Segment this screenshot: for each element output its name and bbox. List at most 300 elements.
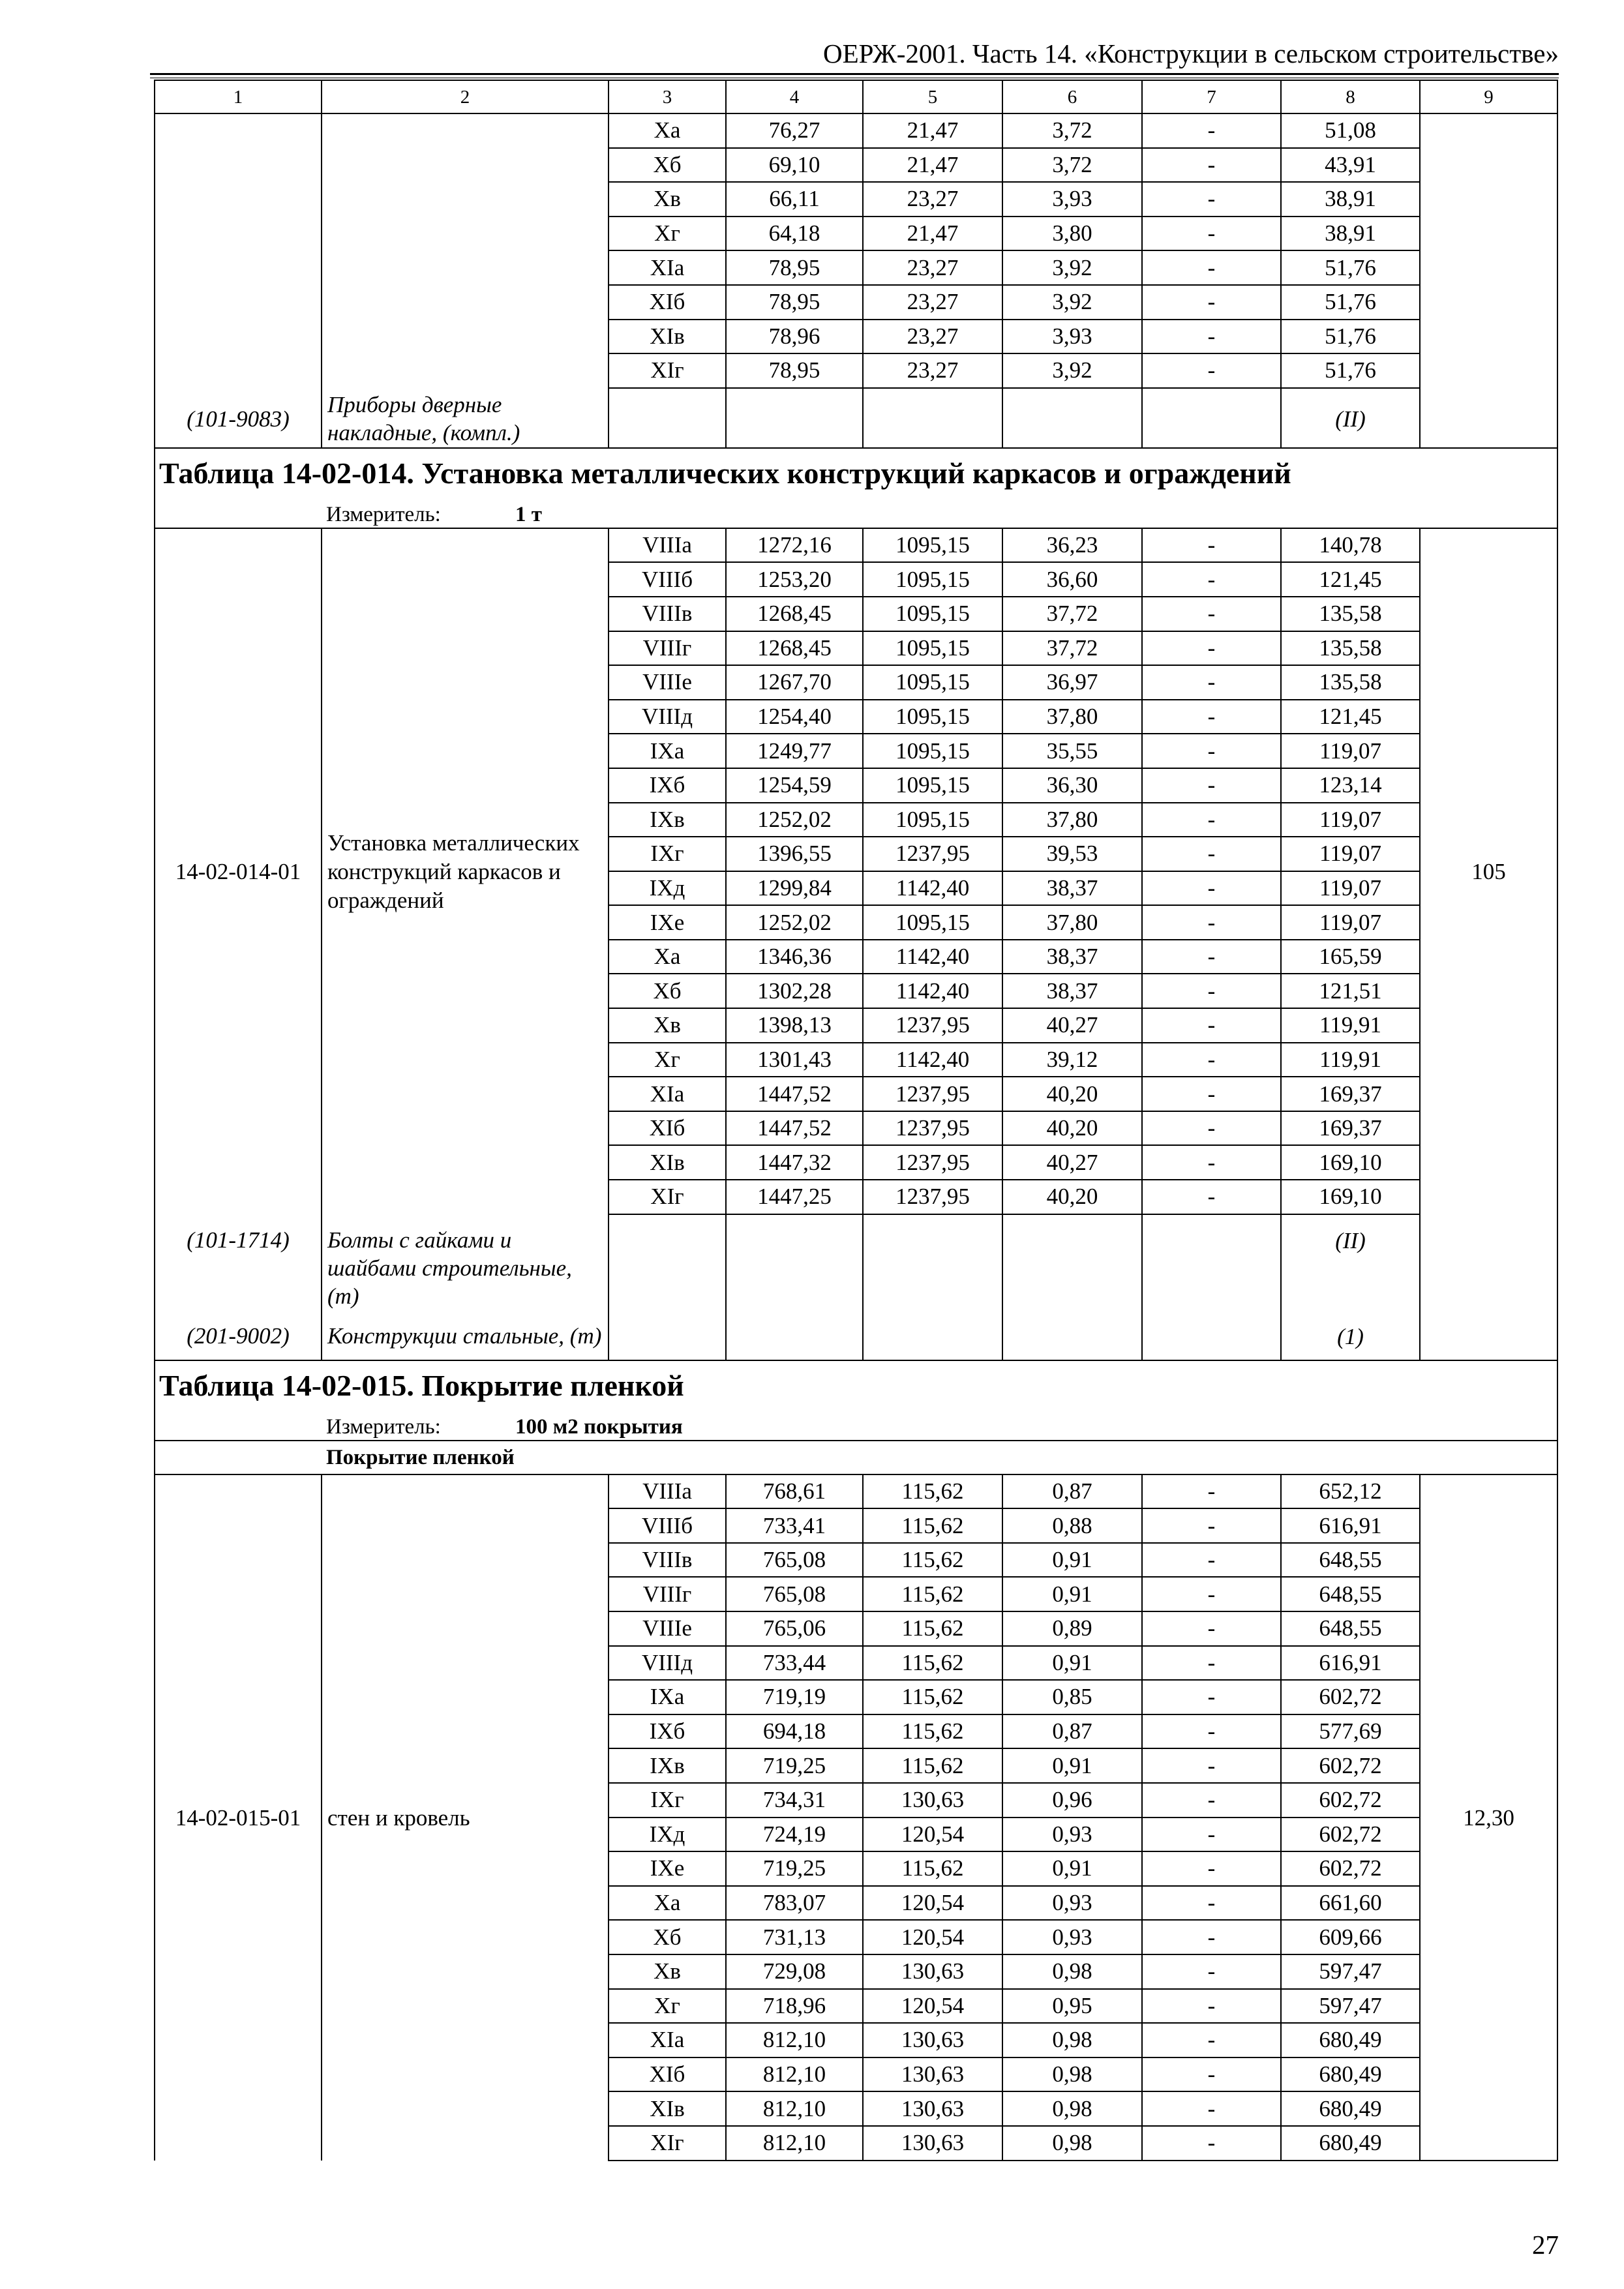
value-cell: 121,45 [1281, 700, 1420, 734]
value-cell: 120,54 [863, 1989, 1002, 2024]
column-number: 8 [1281, 80, 1420, 113]
value-cell: 783,07 [726, 1886, 863, 1921]
zone-cell: Xб [609, 974, 726, 1008]
value-cell: 64,18 [726, 217, 863, 251]
value-cell: 812,10 [726, 2126, 863, 2161]
value-cell: 78,96 [726, 320, 863, 354]
value-cell: 115,62 [863, 1508, 1002, 1543]
value-cell: 1142,40 [863, 974, 1002, 1008]
zone-cell: XIг [609, 1180, 726, 1214]
value-cell: 602,72 [1281, 1783, 1420, 1818]
value-cell: 1252,02 [726, 803, 863, 837]
zone-cell: IXв [609, 1748, 726, 1783]
value-cell: 130,63 [863, 1783, 1002, 1818]
value-cell: 1299,84 [726, 871, 863, 906]
value-cell: 0,93 [1002, 1818, 1142, 1852]
norm-code: 14-02-015-01 [155, 1474, 322, 2161]
meter-cell [155, 1413, 1557, 1441]
value-cell: - [1142, 1043, 1281, 1077]
value-cell: 130,63 [863, 2023, 1002, 2057]
resource-name: Болты с гайками и шайбами строительные, (т) [327, 1227, 572, 1309]
value-cell: 135,58 [1281, 631, 1420, 666]
value-cell: 165,59 [1281, 940, 1420, 974]
value-cell: - [1142, 1748, 1281, 1783]
zone-cell: Xa [609, 940, 726, 974]
empty-cell [863, 1214, 1002, 1360]
value-cell: 51,76 [1281, 320, 1420, 354]
value-cell: 661,60 [1281, 1886, 1420, 1921]
value-cell: - [1142, 562, 1281, 597]
value-cell: 66,11 [726, 182, 863, 217]
value-cell: - [1142, 250, 1281, 285]
value-cell: 51,76 [1281, 353, 1420, 388]
value-cell: 130,63 [863, 2091, 1002, 2126]
value-cell: 719,25 [726, 1851, 863, 1886]
value-cell: - [1142, 1111, 1281, 1146]
value-cell: 1095,15 [863, 768, 1002, 803]
value-cell: 119,07 [1281, 734, 1420, 768]
value-cell: 38,37 [1002, 974, 1142, 1008]
value-cell: 115,62 [863, 1474, 1002, 1509]
column-number: 6 [1002, 80, 1142, 113]
value-cell: - [1142, 1508, 1281, 1543]
zone-cell: XIв [609, 1145, 726, 1180]
value-cell: 37,80 [1002, 803, 1142, 837]
value-cell: 1237,95 [863, 1180, 1002, 1214]
value-cell: - [1142, 803, 1281, 837]
value-cell: - [1142, 837, 1281, 871]
value-cell: 812,10 [726, 2091, 863, 2126]
value-cell: 0,93 [1002, 1920, 1142, 1954]
value-cell: 0,91 [1002, 1646, 1142, 1681]
zone-cell: Xв [609, 1954, 726, 1989]
zone-cell: VIIIб [609, 1508, 726, 1543]
value-cell: 130,63 [863, 2057, 1002, 2092]
zone-cell: VIIIд [609, 1646, 726, 1681]
value-cell: 1095,15 [863, 700, 1002, 734]
value-cell: 0,89 [1002, 1611, 1142, 1646]
value-cell: 765,08 [726, 1543, 863, 1578]
value-cell: 115,62 [863, 1680, 1002, 1714]
resource-names [322, 1214, 609, 1360]
value-cell: 169,37 [1281, 1077, 1420, 1111]
value-cell: 680,49 [1281, 2091, 1420, 2126]
value-cell: - [1142, 2126, 1281, 2161]
value-cell: 1237,95 [863, 1145, 1002, 1180]
value-cell: 119,07 [1281, 837, 1420, 871]
value-cell: - [1142, 871, 1281, 906]
zone-cell: IXг [609, 1783, 726, 1818]
zone-cell: Xг [609, 1989, 726, 2024]
zone-cell: IXб [609, 1714, 726, 1749]
zone-cell: XIв [609, 2091, 726, 2126]
resource-marks [1281, 1214, 1420, 1360]
value-cell: 1268,45 [726, 597, 863, 631]
value-cell: 119,91 [1281, 1008, 1420, 1043]
resource-code: (101-1714) [187, 1227, 290, 1253]
value-cell: 609,66 [1281, 1920, 1420, 1954]
value-cell: - [1142, 182, 1281, 217]
value-cell: 1142,40 [863, 871, 1002, 906]
value-cell: - [1142, 974, 1281, 1008]
empty-cell [1142, 388, 1281, 448]
value-cell: 718,96 [726, 1989, 863, 2024]
zone-cell: IXe [609, 905, 726, 940]
value-cell: 0,87 [1002, 1474, 1142, 1509]
value-cell: 724,19 [726, 1818, 863, 1852]
column-number-row [155, 80, 1557, 113]
zone-cell: XIб [609, 1111, 726, 1146]
resource-names [322, 388, 609, 448]
value-cell: 0,98 [1002, 2126, 1142, 2161]
resource-mark: (II) [1335, 1227, 1366, 1253]
value-cell: 40,20 [1002, 1180, 1142, 1214]
value-cell: 0,95 [1002, 1989, 1142, 2024]
resource-spacer [160, 1254, 316, 1310]
value-cell: - [1142, 113, 1281, 148]
value-cell: 1095,15 [863, 734, 1002, 768]
value-cell: - [1142, 1077, 1281, 1111]
zone-cell: XIг [609, 353, 726, 388]
value-cell: - [1142, 1145, 1281, 1180]
value-cell: - [1142, 1989, 1281, 2024]
table-title-row [155, 1360, 1557, 1413]
value-cell: 719,25 [726, 1748, 863, 1783]
value-cell: 719,19 [726, 1680, 863, 1714]
value-cell: 121,45 [1281, 562, 1420, 597]
value-cell: 0,85 [1002, 1680, 1142, 1714]
value-cell: 1095,15 [863, 562, 1002, 597]
value-cell: 40,20 [1002, 1111, 1142, 1146]
table-row [155, 528, 1557, 563]
value-cell: 768,61 [726, 1474, 863, 1509]
value-cell: 0,96 [1002, 1783, 1142, 1818]
resource-codes [155, 388, 322, 448]
zone-cell: IXa [609, 1680, 726, 1714]
value-cell: 115,62 [863, 1851, 1002, 1886]
table-title-cell [155, 448, 1557, 501]
value-cell: 1272,16 [726, 528, 863, 563]
value-cell: - [1142, 1646, 1281, 1681]
value-cell: 765,06 [726, 1611, 863, 1646]
value-cell: 1447,52 [726, 1111, 863, 1146]
value-cell: - [1142, 940, 1281, 974]
value-cell: 115,62 [863, 1748, 1002, 1783]
resource-name: Конструкции стальные, (т) [327, 1323, 602, 1349]
zone-cell: Xг [609, 217, 726, 251]
value-cell: 40,27 [1002, 1145, 1142, 1180]
value-cell: 43,91 [1281, 148, 1420, 183]
value-cell: 1254,40 [726, 700, 863, 734]
value-cell: 119,07 [1281, 905, 1420, 940]
value-cell: - [1142, 905, 1281, 940]
value-cell: 616,91 [1281, 1646, 1420, 1681]
zone-cell: VIIIг [609, 631, 726, 666]
value-cell: - [1142, 2057, 1281, 2092]
value-cell: 21,47 [863, 217, 1002, 251]
value-cell: 1237,95 [863, 837, 1002, 871]
value-cell: 23,27 [863, 182, 1002, 217]
value-cell: 36,97 [1002, 665, 1142, 700]
column-number: 7 [1142, 80, 1281, 113]
value-cell: 1095,15 [863, 905, 1002, 940]
value-cell: 602,72 [1281, 1818, 1420, 1852]
zone-cell: VIIIa [609, 528, 726, 563]
zone-cell: IXд [609, 1818, 726, 1852]
zone-cell: VIIIe [609, 665, 726, 700]
value-cell: 119,07 [1281, 871, 1420, 906]
zone-cell: IXг [609, 837, 726, 871]
zone-cell: IXe [609, 1851, 726, 1886]
value-cell: 135,58 [1281, 665, 1420, 700]
zone-cell: VIIIв [609, 1543, 726, 1578]
value-cell: 130,63 [863, 2126, 1002, 2161]
zone-cell: Xв [609, 182, 726, 217]
value-cell: 38,37 [1002, 871, 1142, 906]
resource-mark: (1) [1337, 1323, 1364, 1349]
value-cell: 78,95 [726, 285, 863, 320]
value-cell: 39,12 [1002, 1043, 1142, 1077]
value-cell: - [1142, 1886, 1281, 1921]
value-cell: 35,55 [1002, 734, 1142, 768]
value-cell: 812,10 [726, 2057, 863, 2092]
norms-table-body [155, 80, 1557, 2161]
value-cell: - [1142, 1818, 1281, 1852]
zone-cell: XIв [609, 320, 726, 354]
value-cell: 3,72 [1002, 113, 1142, 148]
value-cell: 0,87 [1002, 1714, 1142, 1749]
value-cell: 78,95 [726, 250, 863, 285]
value-cell: 115,62 [863, 1646, 1002, 1681]
value-cell: 3,93 [1002, 320, 1142, 354]
value-cell: 115,62 [863, 1543, 1002, 1578]
value-cell: 652,12 [1281, 1474, 1420, 1509]
value-cell: - [1142, 2023, 1281, 2057]
value-cell: - [1142, 2091, 1281, 2126]
value-cell: 3,93 [1002, 182, 1142, 217]
value-cell: - [1142, 1474, 1281, 1509]
value-cell: 0,91 [1002, 1851, 1142, 1886]
zone-cell: Xв [609, 1008, 726, 1043]
value-cell: 1252,02 [726, 905, 863, 940]
zone-cell: VIIIa [609, 1474, 726, 1509]
value-cell: 1447,32 [726, 1145, 863, 1180]
value-cell: 115,62 [863, 1714, 1002, 1749]
column-number: 1 [155, 80, 322, 113]
value-cell: 119,91 [1281, 1043, 1420, 1077]
empty-cell [1002, 388, 1142, 448]
resource-codes [155, 1214, 322, 1360]
value-cell: 37,80 [1002, 700, 1142, 734]
value-cell: 38,37 [1002, 940, 1142, 974]
value-cell: 602,72 [1281, 1748, 1420, 1783]
running-header: ОЕРЖ-2001. Часть 14. «Конструкции в сельском строительстве» [822, 38, 1559, 68]
value-cell: - [1142, 631, 1281, 666]
value-cell: - [1142, 665, 1281, 700]
value-cell: 69,10 [726, 148, 863, 183]
value-cell: 1095,15 [863, 803, 1002, 837]
value-cell: 597,47 [1281, 1989, 1420, 2024]
value-cell: 812,10 [726, 2023, 863, 2057]
subheading: Покрытие пленкой [155, 1441, 1557, 1474]
value-cell: 140,78 [1281, 528, 1420, 563]
zone-cell: IXв [609, 803, 726, 837]
column-number: 4 [726, 80, 863, 113]
value-cell: 51,76 [1281, 250, 1420, 285]
value-cell: 51,76 [1281, 285, 1420, 320]
value-cell: 1095,15 [863, 528, 1002, 563]
zone-cell: XIб [609, 2057, 726, 2092]
meter-cell [155, 501, 1557, 528]
value-cell: - [1142, 1180, 1281, 1214]
value-cell: - [1142, 320, 1281, 354]
table-row [155, 1474, 1557, 1509]
value-cell: 0,98 [1002, 1954, 1142, 1989]
value-cell: 3,92 [1002, 250, 1142, 285]
header-rule [150, 73, 1559, 78]
page-number: 27 [1532, 2230, 1559, 2260]
value-cell: 602,72 [1281, 1851, 1420, 1886]
value-cell: 1237,95 [863, 1008, 1002, 1043]
value-cell: 1396,55 [726, 837, 863, 871]
meter-value: 100 м2 покрытия [515, 1414, 683, 1439]
value-cell: - [1142, 1577, 1281, 1611]
value-cell: 169,10 [1281, 1180, 1420, 1214]
value-cell: 1142,40 [863, 940, 1002, 974]
value-cell: 3,72 [1002, 148, 1142, 183]
norm-name: Установка металлических конструкций каркасов и ограждений [322, 528, 609, 1214]
value-cell: 1142,40 [863, 1043, 1002, 1077]
value-cell: 3,92 [1002, 285, 1142, 320]
value-cell: - [1142, 148, 1281, 183]
value-cell: 38,91 [1281, 217, 1420, 251]
zone-cell: VIIIд [609, 700, 726, 734]
meter-row [155, 501, 1557, 528]
value-cell: 0,91 [1002, 1748, 1142, 1783]
empty-cell [155, 113, 322, 388]
value-cell: - [1142, 1783, 1281, 1818]
value-cell: 21,47 [863, 148, 1002, 183]
value-cell: 169,37 [1281, 1111, 1420, 1146]
empty-cell [863, 388, 1002, 448]
table-title: Таблица 14-02-015. Покрытие пленкой [159, 1368, 684, 1402]
resource-name: Приборы дверные накладные, (компл.) [327, 392, 520, 446]
table-row [155, 113, 1557, 148]
value-cell: - [1142, 1680, 1281, 1714]
zone-cell: Xб [609, 148, 726, 183]
value-cell: 648,55 [1281, 1543, 1420, 1578]
value-cell: 40,20 [1002, 1077, 1142, 1111]
col9-value: 105 [1420, 528, 1557, 1214]
value-cell: 1346,36 [726, 940, 863, 974]
value-cell: 1095,15 [863, 631, 1002, 666]
empty-cell [1002, 1214, 1142, 1360]
value-cell: 680,49 [1281, 2023, 1420, 2057]
zone-cell: VIIIe [609, 1611, 726, 1646]
zone-cell: XIa [609, 2023, 726, 2057]
zone-cell: Xг [609, 1043, 726, 1077]
value-cell: 0,91 [1002, 1577, 1142, 1611]
zone-cell: XIг [609, 2126, 726, 2161]
value-cell: - [1142, 597, 1281, 631]
empty-cell [1420, 113, 1557, 388]
column-number: 2 [322, 80, 609, 113]
value-cell: 1398,13 [726, 1008, 863, 1043]
value-cell: - [1142, 1851, 1281, 1886]
value-cell: 729,08 [726, 1954, 863, 1989]
value-cell: 1447,25 [726, 1180, 863, 1214]
value-cell: 602,72 [1281, 1680, 1420, 1714]
zone-cell: VIIIв [609, 597, 726, 631]
value-cell: 1249,77 [726, 734, 863, 768]
value-cell: - [1142, 1920, 1281, 1954]
zone-cell: Xб [609, 1920, 726, 1954]
zone-cell: IXб [609, 768, 726, 803]
meter-row [155, 1413, 1557, 1441]
value-cell: 0,88 [1002, 1508, 1142, 1543]
value-cell: 0,98 [1002, 2057, 1142, 2092]
value-cell: 120,54 [863, 1818, 1002, 1852]
value-cell: 648,55 [1281, 1611, 1420, 1646]
value-cell: 123,14 [1281, 768, 1420, 803]
empty-cell [609, 388, 726, 448]
resource-code: (201-9002) [187, 1323, 290, 1349]
value-cell: 3,80 [1002, 217, 1142, 251]
value-cell: 0,93 [1002, 1886, 1142, 1921]
value-cell: 1268,45 [726, 631, 863, 666]
value-cell: 765,08 [726, 1577, 863, 1611]
value-cell: 597,47 [1281, 1954, 1420, 1989]
resource-marks [1281, 388, 1420, 448]
column-number: 5 [863, 80, 1002, 113]
subheading-row [155, 1441, 1557, 1474]
value-cell: 39,53 [1002, 837, 1142, 871]
column-number: 9 [1420, 80, 1557, 113]
value-cell: 169,10 [1281, 1145, 1420, 1180]
value-cell: 38,91 [1281, 182, 1420, 217]
value-cell: 1253,20 [726, 562, 863, 597]
value-cell: 3,92 [1002, 353, 1142, 388]
value-cell: 0,98 [1002, 2091, 1142, 2126]
value-cell: 1447,52 [726, 1077, 863, 1111]
value-cell: - [1142, 353, 1281, 388]
value-cell: 1302,28 [726, 974, 863, 1008]
value-cell: 37,72 [1002, 597, 1142, 631]
value-cell: 115,62 [863, 1577, 1002, 1611]
value-cell: 21,47 [863, 113, 1002, 148]
empty-cell [609, 1214, 726, 1360]
empty-cell [726, 1214, 863, 1360]
zone-cell: XIa [609, 250, 726, 285]
value-cell: 1267,70 [726, 665, 863, 700]
value-cell: 731,13 [726, 1920, 863, 1954]
value-cell: 23,27 [863, 320, 1002, 354]
table-title-cell [155, 1360, 1557, 1413]
value-cell: 0,91 [1002, 1543, 1142, 1578]
value-cell: 1254,59 [726, 768, 863, 803]
value-cell: 694,18 [726, 1714, 863, 1749]
value-cell: 36,60 [1002, 562, 1142, 597]
value-cell: 680,49 [1281, 2057, 1420, 2092]
value-cell: 1095,15 [863, 597, 1002, 631]
meter-value: 1 т [515, 502, 542, 526]
resource-row [155, 1214, 1557, 1360]
value-cell: 120,54 [863, 1886, 1002, 1921]
value-cell: 648,55 [1281, 1577, 1420, 1611]
value-cell: 23,27 [863, 353, 1002, 388]
value-cell: 78,95 [726, 353, 863, 388]
zone-cell: XIa [609, 1077, 726, 1111]
